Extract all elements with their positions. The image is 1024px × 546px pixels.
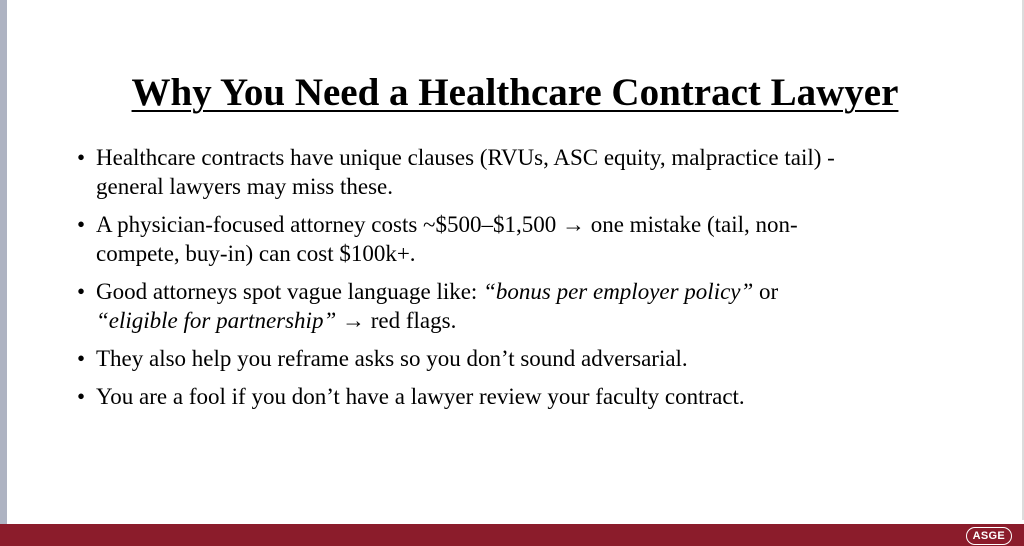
- bullet-text: [96, 143, 976, 201]
- quoted-phrase: “bonus per employer policy”: [483, 279, 754, 304]
- footer-bar: [0, 524, 1024, 546]
- bullet-item: [77, 143, 977, 201]
- bullet-line: • A physician-focused attorney costs ~$500–$1,500 → one mistake (tail, non-: [96, 212, 798, 237]
- bullet-text: [96, 210, 976, 268]
- bullet-item: [77, 382, 977, 411]
- bullet-line: [96, 306, 976, 335]
- slide-title: Why You Need a Healthcare Contract Lawyer: [131, 71, 899, 115]
- bullet-item: [77, 210, 977, 268]
- bullet-line: [96, 277, 976, 306]
- bullet-text-segment: or: [753, 279, 779, 304]
- bullet-text: You are a fool if you don’t have a lawyer review your faculty contract.: [96, 384, 745, 409]
- bullet-line: general lawyers may miss these.: [96, 174, 393, 199]
- bullet-item: [77, 344, 977, 373]
- bullet-text-segment: → red flags.: [336, 308, 457, 333]
- bullet-line: compete, buy-in) can cost $100k+.: [96, 241, 416, 266]
- asge-logo: ASGE: [966, 527, 1012, 545]
- bullet-item: [77, 277, 977, 335]
- quoted-phrase: “eligible for partnership”: [96, 308, 337, 333]
- bullet-text: They also help you reframe asks so you don’t sound adversarial.: [96, 346, 688, 371]
- bullet-list: [77, 143, 977, 420]
- bullet-line: • Healthcare contracts have unique clauses (RVUs, ASC equity, malpractice tail) -: [96, 145, 835, 170]
- bullet-text-segment: Good attorneys spot vague language like:: [96, 279, 484, 304]
- bullet-text: [96, 277, 976, 335]
